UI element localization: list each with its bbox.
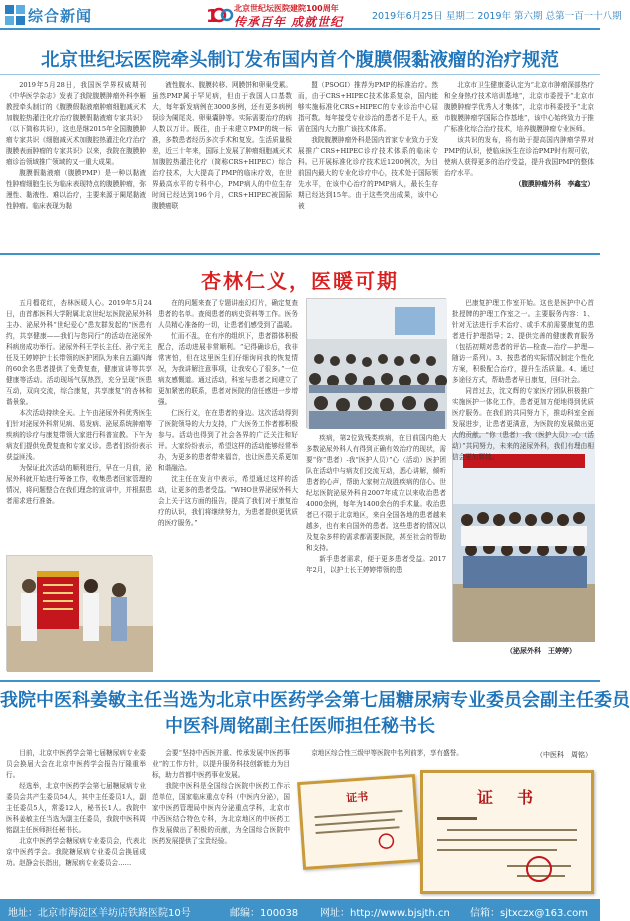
paragraph: 目前，北京中医药学会第七届糖尿病专业委员会换届大会在北京中医药学会报告厅隆重举行。	[6, 749, 146, 779]
article3-col1	[6, 748, 146, 896]
article1-headline: 北京世纪坛医院牵头制订发布国内首个腹膜假黏液瘤的治疗规范	[40, 50, 559, 71]
article1-col3	[298, 80, 438, 248]
footer	[0, 899, 600, 921]
certificate-small	[297, 774, 421, 870]
banner-presentation-image	[7, 556, 153, 672]
footer-website[interactable]: 网址：http://www.bjsjth.cn	[320, 908, 450, 919]
section-logo-icon	[4, 4, 26, 26]
article3-subheadline: 中医科周铭副主任医师担任秘书长	[165, 716, 435, 737]
article2-headline: 杏林仁义，医暖可期	[201, 269, 399, 293]
paragraph: 经选举，北京中医药学会第七届糖尿病专业委员会共产生委员54人，其中主任委员1人，副主任委员5人，常委12人，秘书长1人。我院中医科姜敏主任当选为副主任委员，我院中医科周铭副主任医师担任秘书长。	[6, 782, 146, 834]
paragraph: 盟（PSOGI）推荐为PMP的标准治疗。然而，由于CRS+HIPEC技术体系复杂，国内能够实施标准化CRS+HIPEC的专业诊治中心屈指可数。每年接受专业诊治的患者不足千人，亟需在国内大力推广该技术体系。	[298, 81, 438, 133]
paragraph: 液性腹水、腹膜转移、网膜饼和卵巢受累。虽然PMP属于罕见病，但由于我国人口基数大，每年新发病例在3000多例，还有更多病例误诊为阑尾炎、卵巢囊肿等。实际需要治疗的病人数以万计。既往，由于未建立PMP的统一标准，多数患者经历多次手术和复发。生活质量极差，近三十年来，国际上发展了肿瘤细胞减灭术加腹腔热灌注化疗（简称CRS+HIPEC）综合治疗技术，大大提高了PMP的临床疗效，在世界最高水平的专科中心，PMP病人的中位生存时间已经达到196个月，CRS+HIPEC被国际腹膜癌联	[152, 81, 292, 210]
masthead	[0, 0, 622, 30]
divider	[0, 74, 600, 75]
paragraph: 巴康复护理工作室开始。这也是医护中心首批授牌的护理工作室之一。主要服务内容：1、针对无法进行手术治疗、或手术前需要康复的患者进行护理指导；2、提供完善的健康教育服务（包括初期对患者的评估—检查—治疗—护理—随访一系列）。3、按患者的实际情况制定个性化方案，积极配合治疗，提升生活质量。4、通过多途径方式，帮助患者早日康复，回归社会。	[452, 299, 594, 384]
paragraph: 疾病，第2位致残类疾病，在目前国内绝大多数泌尿外科人有得到正确有效治疗的现状，需要“你”患者）-我“医护人员）”心（活动）医护团队在活动中与病友们交流互动，悉心讲解，倾听患者的心声，帮助大家树立战胜疾病的信心。世纪坛医院泌尿外科自2007年成立以来收治患者4000余例，每年为1400余台的手术量。收治患者已不限于北京地区，来自全国各地的患者越来越多，也有来自国外的患者。这些患者的情况以及复杂多样的需求都需要医院，甚至社会的帮助和支持。	[306, 434, 446, 552]
group-image	[453, 434, 595, 642]
paragraph: 同首过去，沈文辉的专家医疗团队积极推广实施医护一体化工作，患者更加方便地得到优质医疗服务。在我们的共同努力下，推动科室全面发展进步，让患者更满意，为医院的发展做出更大的贡献。“你（患者）-我（医护人员）-心（活动）”共同努力，未来的泌尿外科，我们有理由相信会更加辉煌。	[452, 387, 594, 461]
certificate-large	[420, 770, 594, 894]
banner-presentation-photo	[6, 555, 152, 671]
paragraph: 北京中医药学会糖尿病专业委员会，代表北京中医药学会。我院糖尿病专业委员会换届成功。赵静会长指出，糖尿病专业委员会……	[6, 837, 146, 867]
photo-caption: （泌尿外科 王婷婷）	[506, 647, 576, 655]
article1-col4	[444, 80, 594, 248]
group-photo	[452, 433, 594, 641]
paragraph: 忙而不乱，在有序的组织下，患者群体积极配合，活动进展非常顺利。“记得确诊后，我非常害怕，但在这里医生们仔细询问我的恢复情况，为我讲解注意事项，让我安心了很多。”一位病友感慨道。通过活动，科室与患者之间建立了更加紧密的联系，患者对医院的信任感进一步增强。	[158, 332, 298, 406]
paragraph: 该共识的发布，将有助于提高国内肿瘤学界对PMP的认识，使临床医生在诊治PMP时有规可依，使病人获得更多的治疗受益，提升我国PMP的整体治疗水平。	[444, 136, 594, 177]
footer-email[interactable]: 信箱：sjtxczx@163.com	[470, 908, 588, 919]
paragraph: 沈主任在发言中表示，希望通过这样的活动，让更多的患者受益。“WHO世界泌尿外科大会上关于这方面的报告，提高了我们对于康复治疗的认识，我们将继续努力，为患者提供更优质的医疗服务。”	[158, 475, 298, 527]
article2-col2	[158, 298, 298, 676]
paragraph: 腹膜假黏液瘤（腹膜PMP）是一种以黏液性肿瘤细胞生长为临床表现特点的腹膜肿瘤，弥漫性、黏液性、难以治疗，主要来源于阑尾黏液性肿瘤。临床表现为黏	[6, 169, 146, 210]
certificate-text-lines	[437, 813, 577, 889]
article3-col2	[152, 748, 290, 896]
paragraph: 在的问题来查了专题讲座幻灯片，确定复查患者的名单。查阅患者的病史资料等工作。医务人员精心准备的一切，让患者们感受到了温暖。	[158, 299, 298, 329]
paragraph: 会要“坚持中西医并重、传承发展中医药事业”的工作方针，以提升服务科技创新能力为目标，助力首都中医药事业发展。	[152, 749, 290, 779]
footer-postcode: 邮编：100038	[230, 908, 299, 919]
certificate-text-lines	[314, 808, 405, 854]
anniversary-banner: 北京世纪坛医院建院100周年	[234, 4, 339, 13]
section-divider	[0, 253, 600, 255]
anniversary-logo-icon	[205, 2, 233, 28]
article1-byline: （腹膜肿瘤外科 李鑫宝）	[514, 180, 594, 188]
section-title: 综合新闻	[28, 7, 93, 25]
paragraph: 仁医行义，在在患者的身边。这次活动得到了医院领导的大力支持，广大医务工作者都积极参与。活动也得到了社会各界的广泛关注和好评。大家纷纷表示，希望这样的活动能够经常举办，为更多的患者带来福音，也让医患关系更加和谐融洽。	[158, 409, 298, 472]
section-divider	[0, 680, 600, 682]
paragraph: 为保证此次活动的顺利进行，早在一月前，泌尿外科就开始进行筹备工作，收集患者回家管理的情况，将问题整合在我们理念的宣讲中，并根据患者需求进行准备。	[6, 464, 152, 505]
svg-text:1: 1	[206, 6, 219, 27]
article3-col3	[298, 748, 478, 772]
article3-headline: 我院中医科姜敏主任当选为北京中医药学会第七届糖尿病专业委员会副主任委员	[0, 690, 630, 711]
paragraph: 京地区综合性三级甲等医院中名列前茅，享有盛誉。	[311, 749, 463, 757]
article1-col1	[6, 80, 146, 248]
article2-col4	[452, 298, 594, 461]
footer-address: 地址：北京市海淀区羊坊店铁路医院10号	[8, 908, 191, 919]
article2-col1	[6, 298, 152, 552]
seminar-audience-image	[307, 299, 447, 429]
paragraph: 2019年5月28日，我国医学界权威期刊《中华医学杂志》发表了我院腹膜肿瘤外科李雁教授牵头制订的《腹膜假黏液瘤肿瘤细胞减灭术加腹腔热灌注化疗治疗腹膜假黏液瘤专家共识》（以下简称共识），这也是继2015年全国腹膜肿瘤专家共识《细胞减灭术加腹腔热灌注化疗治疗腹膜表面肿瘤的专家共识》以来，我院在腹膜肿瘤诊治领域推广领域的又一重大成果。	[6, 81, 146, 166]
paragraph: 我院中医科是全国综合医院中医药工作示范单位，国家临床重点专科（中医内分泌），国家中医药管理局中医内分泌重点学科，北京市中西医结合特色专科，为北京地区的中医药工作发展做出了积极的贡献，为全国综合医院中医药发展提供了宝贵经验。	[152, 782, 290, 845]
issue-info: 2019年6月25日 星期二 2019年 第六期 总第一百一十八期	[372, 11, 622, 22]
certificate-title: 证书	[345, 790, 369, 805]
anniversary-slogan: 传承百年 成就世纪	[234, 15, 344, 29]
paragraph: 五月榴花红，杏林医暖人心。2019年5月24日，由首都医科大学附属北京世纪坛医院泌尿外科主办、泌尿外科“世纪爱心”患友群发起的“医患有约，共享健康——我们与您同行”的活动在泌尿外科病房成功举行。泌尿外科王学长主任、孙宁光主任及王婷婷护士长带领的医护团队为来自五湖四海的60余名患者提供了免费复查，健康宣讲等共享健康等活动。活动现场气氛热烈，充分呈现“医患互动，双向交流，综合康复，共享康复”的杏林和谐景象。	[6, 299, 152, 406]
paragraph: 北京市卫生健康委认定为“北京市肿瘤深部热疗和全身热疗技术培训基地”，北京市委授予“北京市腹膜肿瘤学优秀人才集体”，北京市科委授予“北京市腹膜肿瘤学国际合作基地”，该中心始终致力于推广标准化综合治疗技术，培养腹膜肿瘤专业医师。	[444, 81, 594, 133]
paragraph: 新手患者需求，便于更多患者受益。2017年2月，以护士长王婷婷带领的患	[306, 555, 446, 574]
certificate-title: 证 书	[476, 788, 537, 807]
paragraph: 本次活动持续全天。上午由泌尿外科优秀医生们针对泌尿外科常见病、易发病、泌尿系统肿瘤等疾病的诊疗与康复带领大家进行科普宣教。下午为病友们提供免费复查和专家义诊。患者们纷纷表示获益匪浅。	[6, 409, 152, 461]
paragraph: 我院腹膜肿瘤外科是国内首家专业致力于发展推广CRS+HIPEC诊疗技术体系的临床专科。已开展标准化诊疗技术近1200例次，为目前国内最大的专业化诊疗中心，技术处于国际领先水平，在该中心治疗的PMP病人，最长生存期已经达到15年。由于这些突出成果，该中心被	[298, 136, 438, 210]
article2-col3	[306, 433, 446, 676]
article1-col2	[152, 80, 292, 248]
article3-byline: （中医科 周铭）	[536, 751, 592, 759]
seminar-audience-photo	[306, 298, 446, 428]
